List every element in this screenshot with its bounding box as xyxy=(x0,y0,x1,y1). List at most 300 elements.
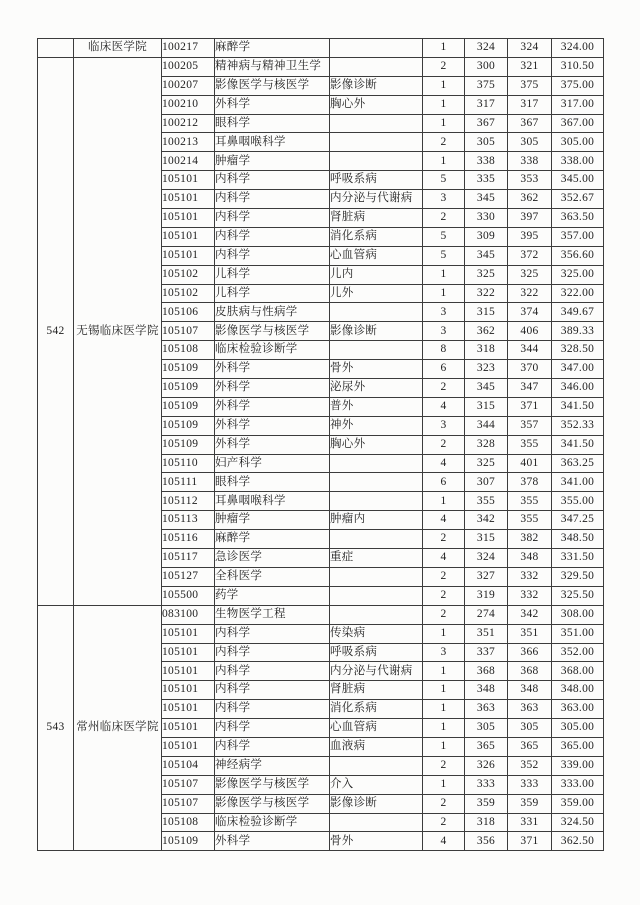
major-code-cell: 100205 xyxy=(162,57,215,76)
admit-count-cell: 2 xyxy=(423,813,465,832)
avg-score-cell: 359.00 xyxy=(552,794,604,813)
specialty-cell: 影像诊断 xyxy=(330,794,423,813)
admit-count-cell: 5 xyxy=(423,171,465,190)
school-name-cell: 临床医学院 xyxy=(74,39,162,58)
specialty-cell: 呼吸系病 xyxy=(330,643,423,662)
major-code-cell: 105107 xyxy=(162,794,215,813)
specialty-cell: 肿瘤内 xyxy=(330,511,423,530)
admit-count-cell: 1 xyxy=(423,114,465,133)
specialty-cell: 骨外 xyxy=(330,360,423,379)
max-score-cell: 324 xyxy=(508,39,552,58)
major-name-cell: 皮肤病与性病学 xyxy=(215,303,330,322)
min-score-cell: 318 xyxy=(465,813,508,832)
avg-score-cell: 308.00 xyxy=(552,605,604,624)
specialty-cell: 普外 xyxy=(330,397,423,416)
max-score-cell: 305 xyxy=(508,719,552,738)
avg-score-cell: 348.50 xyxy=(552,530,604,549)
admit-count-cell: 1 xyxy=(423,492,465,511)
major-code-cell: 105109 xyxy=(162,397,215,416)
avg-score-cell: 375.00 xyxy=(552,76,604,95)
major-code-cell: 100207 xyxy=(162,76,215,95)
major-code-cell: 105101 xyxy=(162,171,215,190)
major-name-cell: 急诊医学 xyxy=(215,549,330,568)
specialty-cell xyxy=(330,454,423,473)
avg-score-cell: 368.00 xyxy=(552,662,604,681)
max-score-cell: 374 xyxy=(508,303,552,322)
avg-score-cell: 341.00 xyxy=(552,473,604,492)
specialty-cell: 内分泌与代谢病 xyxy=(330,190,423,209)
major-code-cell: 105101 xyxy=(162,643,215,662)
min-score-cell: 324 xyxy=(465,549,508,568)
admit-count-cell: 2 xyxy=(423,586,465,605)
major-name-cell: 影像医学与核医学 xyxy=(215,322,330,341)
avg-score-cell: 324.50 xyxy=(552,813,604,832)
min-score-cell: 328 xyxy=(465,435,508,454)
min-score-cell: 274 xyxy=(465,605,508,624)
specialty-cell: 消化系病 xyxy=(330,227,423,246)
avg-score-cell: 317.00 xyxy=(552,95,604,114)
major-code-cell: 105127 xyxy=(162,567,215,586)
max-score-cell: 375 xyxy=(508,76,552,95)
avg-score-cell: 310.50 xyxy=(552,57,604,76)
specialty-cell xyxy=(330,567,423,586)
major-name-cell: 内科学 xyxy=(215,643,330,662)
max-score-cell: 305 xyxy=(508,133,552,152)
specialty-cell: 神外 xyxy=(330,416,423,435)
major-code-cell: 105107 xyxy=(162,775,215,794)
max-score-cell: 351 xyxy=(508,624,552,643)
max-score-cell: 362 xyxy=(508,190,552,209)
specialty-cell: 心血管病 xyxy=(330,246,423,265)
avg-score-cell: 341.50 xyxy=(552,397,604,416)
min-score-cell: 344 xyxy=(465,416,508,435)
min-score-cell: 322 xyxy=(465,284,508,303)
admit-count-cell: 4 xyxy=(423,397,465,416)
major-code-cell: 105109 xyxy=(162,435,215,454)
avg-score-cell: 329.50 xyxy=(552,567,604,586)
specialty-cell: 儿外 xyxy=(330,284,423,303)
specialty-cell: 胸心外 xyxy=(330,95,423,114)
max-score-cell: 378 xyxy=(508,473,552,492)
max-score-cell: 317 xyxy=(508,95,552,114)
major-name-cell: 内科学 xyxy=(215,246,330,265)
avg-score-cell: 345.00 xyxy=(552,171,604,190)
min-score-cell: 356 xyxy=(465,832,508,851)
admit-count-cell: 5 xyxy=(423,246,465,265)
max-score-cell: 355 xyxy=(508,511,552,530)
min-score-cell: 326 xyxy=(465,756,508,775)
max-score-cell: 395 xyxy=(508,227,552,246)
specialty-cell xyxy=(330,756,423,775)
max-score-cell: 368 xyxy=(508,662,552,681)
avg-score-cell: 333.00 xyxy=(552,775,604,794)
max-score-cell: 397 xyxy=(508,209,552,228)
specialty-cell: 泌尿外 xyxy=(330,379,423,398)
avg-score-cell: 367.00 xyxy=(552,114,604,133)
max-score-cell: 325 xyxy=(508,265,552,284)
specialty-cell: 影像诊断 xyxy=(330,76,423,95)
avg-score-cell: 347.25 xyxy=(552,511,604,530)
major-name-cell: 儿科学 xyxy=(215,284,330,303)
min-score-cell: 315 xyxy=(465,303,508,322)
major-name-cell: 眼科学 xyxy=(215,114,330,133)
admit-count-cell: 2 xyxy=(423,435,465,454)
avg-score-cell: 328.50 xyxy=(552,341,604,360)
major-code-cell: 105109 xyxy=(162,379,215,398)
admit-count-cell: 3 xyxy=(423,643,465,662)
major-name-cell: 眼科学 xyxy=(215,473,330,492)
major-code-cell: 083100 xyxy=(162,605,215,624)
specialty-cell: 消化系病 xyxy=(330,700,423,719)
max-score-cell: 382 xyxy=(508,530,552,549)
admit-count-cell: 1 xyxy=(423,662,465,681)
major-name-cell: 影像医学与核医学 xyxy=(215,76,330,95)
max-score-cell: 370 xyxy=(508,360,552,379)
avg-score-cell: 325.50 xyxy=(552,586,604,605)
max-score-cell: 342 xyxy=(508,605,552,624)
table-row xyxy=(38,57,604,76)
specialty-cell xyxy=(330,152,423,171)
avg-score-cell: 363.50 xyxy=(552,209,604,228)
avg-score-cell: 357.00 xyxy=(552,227,604,246)
max-score-cell: 371 xyxy=(508,397,552,416)
major-name-cell: 儿科学 xyxy=(215,265,330,284)
major-name-cell: 外科学 xyxy=(215,435,330,454)
major-code-cell: 105101 xyxy=(162,719,215,738)
major-name-cell: 外科学 xyxy=(215,360,330,379)
min-score-cell: 323 xyxy=(465,360,508,379)
admit-count-cell: 3 xyxy=(423,322,465,341)
admit-count-cell: 1 xyxy=(423,624,465,643)
major-name-cell: 外科学 xyxy=(215,416,330,435)
specialty-cell xyxy=(330,57,423,76)
admit-count-cell: 3 xyxy=(423,303,465,322)
avg-score-cell: 305.00 xyxy=(552,133,604,152)
specialty-cell: 重症 xyxy=(330,549,423,568)
major-name-cell: 肿瘤学 xyxy=(215,152,330,171)
specialty-cell xyxy=(330,813,423,832)
avg-score-cell: 389.33 xyxy=(552,322,604,341)
max-score-cell: 332 xyxy=(508,586,552,605)
avg-score-cell: 363.00 xyxy=(552,700,604,719)
max-score-cell: 406 xyxy=(508,322,552,341)
major-code-cell: 100213 xyxy=(162,133,215,152)
specialty-cell xyxy=(330,133,423,152)
table-row xyxy=(38,605,604,624)
min-score-cell: 327 xyxy=(465,567,508,586)
min-score-cell: 362 xyxy=(465,322,508,341)
admit-count-cell: 2 xyxy=(423,133,465,152)
specialty-cell: 影像诊断 xyxy=(330,322,423,341)
avg-score-cell: 349.67 xyxy=(552,303,604,322)
max-score-cell: 366 xyxy=(508,643,552,662)
max-score-cell: 372 xyxy=(508,246,552,265)
table-body xyxy=(38,39,604,851)
major-name-cell: 内科学 xyxy=(215,624,330,643)
max-score-cell: 355 xyxy=(508,435,552,454)
admit-count-cell: 4 xyxy=(423,454,465,473)
max-score-cell: 359 xyxy=(508,794,552,813)
major-name-cell: 外科学 xyxy=(215,95,330,114)
admit-count-cell: 1 xyxy=(423,737,465,756)
admit-count-cell: 1 xyxy=(423,152,465,171)
max-score-cell: 357 xyxy=(508,416,552,435)
major-code-cell: 105110 xyxy=(162,454,215,473)
specialty-cell xyxy=(330,114,423,133)
avg-score-cell: 305.00 xyxy=(552,719,604,738)
section-id-cell xyxy=(38,39,74,58)
avg-score-cell: 365.00 xyxy=(552,737,604,756)
specialty-cell xyxy=(330,492,423,511)
max-score-cell: 363 xyxy=(508,700,552,719)
max-score-cell: 344 xyxy=(508,341,552,360)
avg-score-cell: 362.50 xyxy=(552,832,604,851)
avg-score-cell: 346.00 xyxy=(552,379,604,398)
major-code-cell: 105101 xyxy=(162,624,215,643)
avg-score-cell: 348.00 xyxy=(552,681,604,700)
min-score-cell: 315 xyxy=(465,530,508,549)
specialty-cell: 肾脏病 xyxy=(330,681,423,700)
admit-count-cell: 1 xyxy=(423,95,465,114)
avg-score-cell: 324.00 xyxy=(552,39,604,58)
specialty-cell: 肾脏病 xyxy=(330,209,423,228)
major-code-cell: 105104 xyxy=(162,756,215,775)
major-code-cell: 105112 xyxy=(162,492,215,511)
major-code-cell: 105116 xyxy=(162,530,215,549)
school-name-cell: 无锡临床医学院 xyxy=(74,57,162,605)
max-score-cell: 322 xyxy=(508,284,552,303)
max-score-cell: 401 xyxy=(508,454,552,473)
min-score-cell: 338 xyxy=(465,152,508,171)
major-name-cell: 临床检验诊断学 xyxy=(215,341,330,360)
major-name-cell: 妇产科学 xyxy=(215,454,330,473)
max-score-cell: 365 xyxy=(508,737,552,756)
admit-count-cell: 2 xyxy=(423,379,465,398)
major-name-cell: 麻醉学 xyxy=(215,39,330,58)
min-score-cell: 318 xyxy=(465,341,508,360)
min-score-cell: 363 xyxy=(465,700,508,719)
major-code-cell: 105109 xyxy=(162,832,215,851)
min-score-cell: 348 xyxy=(465,681,508,700)
min-score-cell: 309 xyxy=(465,227,508,246)
avg-score-cell: 331.50 xyxy=(552,549,604,568)
major-name-cell: 耳鼻咽喉科学 xyxy=(215,133,330,152)
major-code-cell: 105102 xyxy=(162,265,215,284)
min-score-cell: 324 xyxy=(465,39,508,58)
avg-score-cell: 325.00 xyxy=(552,265,604,284)
min-score-cell: 367 xyxy=(465,114,508,133)
min-score-cell: 351 xyxy=(465,624,508,643)
min-score-cell: 368 xyxy=(465,662,508,681)
major-code-cell: 105102 xyxy=(162,284,215,303)
major-code-cell: 105101 xyxy=(162,662,215,681)
major-code-cell: 105111 xyxy=(162,473,215,492)
major-name-cell: 内科学 xyxy=(215,171,330,190)
major-code-cell: 105113 xyxy=(162,511,215,530)
admit-count-cell: 5 xyxy=(423,227,465,246)
admit-count-cell: 4 xyxy=(423,832,465,851)
min-score-cell: 335 xyxy=(465,171,508,190)
admit-count-cell: 2 xyxy=(423,57,465,76)
major-code-cell: 105101 xyxy=(162,190,215,209)
table-row xyxy=(38,39,604,58)
major-name-cell: 神经病学 xyxy=(215,756,330,775)
min-score-cell: 300 xyxy=(465,57,508,76)
avg-score-cell: 352.00 xyxy=(552,643,604,662)
avg-score-cell: 322.00 xyxy=(552,284,604,303)
min-score-cell: 333 xyxy=(465,775,508,794)
min-score-cell: 307 xyxy=(465,473,508,492)
specialty-cell: 血液病 xyxy=(330,737,423,756)
max-score-cell: 371 xyxy=(508,832,552,851)
section-id-cell: 543 xyxy=(38,605,74,851)
major-name-cell: 外科学 xyxy=(215,832,330,851)
major-code-cell: 100217 xyxy=(162,39,215,58)
max-score-cell: 321 xyxy=(508,57,552,76)
major-name-cell: 临床检验诊断学 xyxy=(215,813,330,832)
specialty-cell: 心血管病 xyxy=(330,719,423,738)
admit-count-cell: 4 xyxy=(423,511,465,530)
admit-count-cell: 6 xyxy=(423,473,465,492)
min-score-cell: 330 xyxy=(465,209,508,228)
major-code-cell: 105117 xyxy=(162,549,215,568)
avg-score-cell: 341.50 xyxy=(552,435,604,454)
avg-score-cell: 339.00 xyxy=(552,756,604,775)
major-code-cell: 105101 xyxy=(162,700,215,719)
max-score-cell: 355 xyxy=(508,492,552,511)
major-name-cell: 全科医学 xyxy=(215,567,330,586)
specialty-cell xyxy=(330,530,423,549)
major-name-cell: 内科学 xyxy=(215,227,330,246)
school-name-cell: 常州临床医学院 xyxy=(74,605,162,851)
avg-score-cell: 347.00 xyxy=(552,360,604,379)
major-name-cell: 精神病与精神卫生学 xyxy=(215,57,330,76)
major-code-cell: 100212 xyxy=(162,114,215,133)
major-code-cell: 105101 xyxy=(162,227,215,246)
major-code-cell: 105108 xyxy=(162,813,215,832)
min-score-cell: 305 xyxy=(465,719,508,738)
major-name-cell: 麻醉学 xyxy=(215,530,330,549)
specialty-cell: 胸心外 xyxy=(330,435,423,454)
specialty-cell: 介入 xyxy=(330,775,423,794)
max-score-cell: 338 xyxy=(508,152,552,171)
max-score-cell: 348 xyxy=(508,549,552,568)
specialty-cell xyxy=(330,341,423,360)
specialty-cell: 骨外 xyxy=(330,832,423,851)
avg-score-cell: 352.67 xyxy=(552,190,604,209)
major-code-cell: 105101 xyxy=(162,681,215,700)
major-code-cell: 105108 xyxy=(162,341,215,360)
major-code-cell: 105500 xyxy=(162,586,215,605)
major-code-cell: 100214 xyxy=(162,152,215,171)
max-score-cell: 347 xyxy=(508,379,552,398)
major-name-cell: 耳鼻咽喉科学 xyxy=(215,492,330,511)
major-name-cell: 内科学 xyxy=(215,190,330,209)
major-name-cell: 内科学 xyxy=(215,681,330,700)
section-id-cell: 542 xyxy=(38,57,74,605)
major-code-cell: 100210 xyxy=(162,95,215,114)
avg-score-cell: 363.25 xyxy=(552,454,604,473)
major-name-cell: 肿瘤学 xyxy=(215,511,330,530)
specialty-cell xyxy=(330,39,423,58)
admit-count-cell: 3 xyxy=(423,416,465,435)
specialty-cell xyxy=(330,303,423,322)
specialty-cell xyxy=(330,586,423,605)
admit-count-cell: 2 xyxy=(423,567,465,586)
min-score-cell: 319 xyxy=(465,586,508,605)
avg-score-cell: 351.00 xyxy=(552,624,604,643)
admit-count-cell: 1 xyxy=(423,265,465,284)
max-score-cell: 332 xyxy=(508,567,552,586)
avg-score-cell: 352.33 xyxy=(552,416,604,435)
admit-count-cell: 4 xyxy=(423,549,465,568)
max-score-cell: 348 xyxy=(508,681,552,700)
min-score-cell: 325 xyxy=(465,454,508,473)
admit-count-cell: 2 xyxy=(423,605,465,624)
admit-count-cell: 1 xyxy=(423,775,465,794)
admit-count-cell: 1 xyxy=(423,76,465,95)
major-code-cell: 105107 xyxy=(162,322,215,341)
specialty-cell: 传染病 xyxy=(330,624,423,643)
admit-count-cell: 1 xyxy=(423,284,465,303)
min-score-cell: 317 xyxy=(465,95,508,114)
major-code-cell: 105101 xyxy=(162,737,215,756)
admit-count-cell: 1 xyxy=(423,681,465,700)
max-score-cell: 331 xyxy=(508,813,552,832)
specialty-cell xyxy=(330,605,423,624)
major-name-cell: 内科学 xyxy=(215,700,330,719)
admit-count-cell: 6 xyxy=(423,360,465,379)
max-score-cell: 353 xyxy=(508,171,552,190)
major-name-cell: 影像医学与核医学 xyxy=(215,794,330,813)
specialty-cell xyxy=(330,473,423,492)
avg-score-cell: 356.60 xyxy=(552,246,604,265)
min-score-cell: 305 xyxy=(465,133,508,152)
max-score-cell: 367 xyxy=(508,114,552,133)
admit-count-cell: 2 xyxy=(423,756,465,775)
major-name-cell: 外科学 xyxy=(215,397,330,416)
specialty-cell: 儿内 xyxy=(330,265,423,284)
avg-score-cell: 338.00 xyxy=(552,152,604,171)
major-code-cell: 105106 xyxy=(162,303,215,322)
min-score-cell: 345 xyxy=(465,379,508,398)
major-code-cell: 105109 xyxy=(162,360,215,379)
admit-count-cell: 3 xyxy=(423,190,465,209)
admit-count-cell: 1 xyxy=(423,39,465,58)
min-score-cell: 345 xyxy=(465,246,508,265)
min-score-cell: 359 xyxy=(465,794,508,813)
major-name-cell: 生物医学工程 xyxy=(215,605,330,624)
major-name-cell: 外科学 xyxy=(215,379,330,398)
min-score-cell: 345 xyxy=(465,190,508,209)
major-name-cell: 内科学 xyxy=(215,662,330,681)
min-score-cell: 325 xyxy=(465,265,508,284)
admit-count-cell: 2 xyxy=(423,209,465,228)
major-code-cell: 105101 xyxy=(162,246,215,265)
avg-score-cell: 355.00 xyxy=(552,492,604,511)
specialty-cell: 内分泌与代谢病 xyxy=(330,662,423,681)
major-name-cell: 内科学 xyxy=(215,737,330,756)
min-score-cell: 365 xyxy=(465,737,508,756)
max-score-cell: 333 xyxy=(508,775,552,794)
major-code-cell: 105109 xyxy=(162,416,215,435)
admission-scores-table xyxy=(37,38,604,851)
major-name-cell: 内科学 xyxy=(215,209,330,228)
major-name-cell: 内科学 xyxy=(215,719,330,738)
admit-count-cell: 2 xyxy=(423,794,465,813)
min-score-cell: 375 xyxy=(465,76,508,95)
admit-count-cell: 8 xyxy=(423,341,465,360)
